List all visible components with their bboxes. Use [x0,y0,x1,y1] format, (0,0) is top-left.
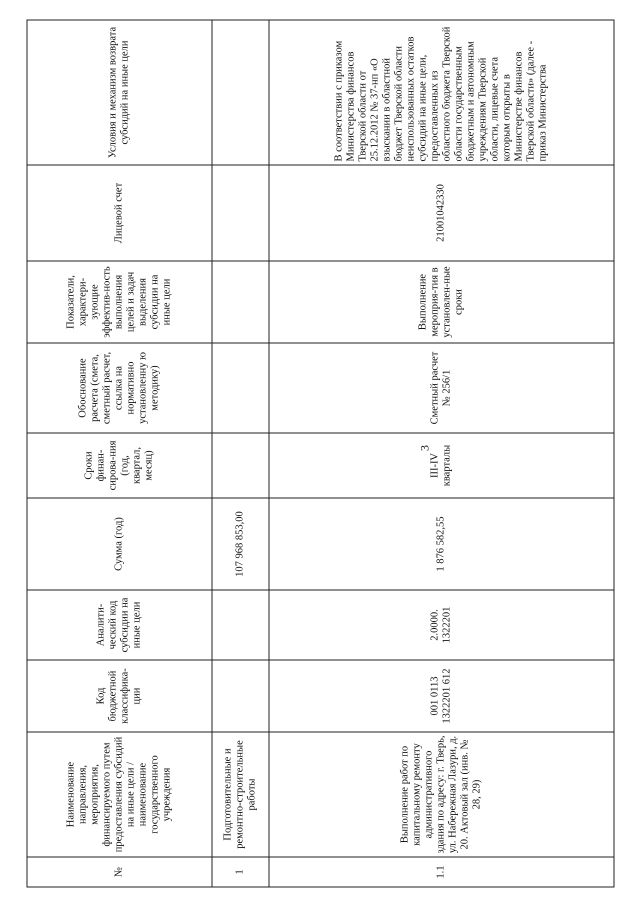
cell-basis: Сметный расчет № 256/1 [269,343,614,433]
header-code: Код бюджетной классифика-ции [27,660,212,732]
header-terms: Сроки финан-сирова-ния (год, квартал, месяц) [27,433,212,498]
table-row [269,20,614,887]
cell-num: 1.1 [269,857,614,887]
cell-terms: III-IV кварталы [269,433,614,498]
cell-indicators [212,261,269,343]
cell-analytic [212,590,269,660]
header-conditions: Условия и механизм возврата субсидий на иные цели [27,20,212,165]
cell-terms [212,433,269,498]
cell-conditions [212,20,269,165]
cell-sum: 107 968 853,00 [212,498,269,590]
cell-basis [212,343,269,433]
cell-sum: 1 876 582,55 [269,498,614,590]
cell-code [212,660,269,732]
header-indicators: Показатели, характери-зующие эффектив-ность выполнения целей и задач выделения субсидии на иные цели [27,261,212,343]
header-analytic: Аналити-ческий код субсидии на иные цели [27,590,212,660]
header-name: Наименование направления, мероприятия, финансируемого путем предоставления субсидий на иные цели / наименование государственного учреждения [27,732,212,857]
table-row [212,20,269,887]
cell-account: 21001042330 [269,165,614,261]
cell-account [212,165,269,261]
cell-conditions: В соответствии с приказом Министерства финансов Тверской области от 25.12.2012 № 37-нп «О взыскании в областной бюджет Тверской области неиспользованных остатков субсидий на иные цели, предоставленных из областного бюджета Тверской области государственным бюджетным и автономным учреждениям Тверской области, лицевые счета которым открыты в Министерстве финансов Тверской области» (далее - приказ Министерства [269,20,614,165]
header-sum: Сумма (год) [27,498,212,590]
header-account: Лицевой счет [27,165,212,261]
cell-indicators: Выполнение мероприя-тия в установлен-ные сроки [269,261,614,343]
cell-analytic: 2.0000. 1322201 [269,590,614,660]
header-basis: Обоснование расчета (смета, сметный расчет, ссылка на нормативно установленну ю методику) [27,343,212,433]
cell-code: 001 0113 1322201 612 [269,660,614,732]
page-number: 3 [417,445,432,451]
rotated-table-area [26,0,614,905]
table-header-row [27,20,212,887]
cell-num: 1 [212,857,269,887]
header-num: № [27,857,212,887]
subsidy-table [26,19,614,887]
cell-name: Выполнение работ по капитальному ремонту административного здания по адресу: г. Тверь, ул. Набережная Лазури, д. 20. Актовый зал (инв. № 28, 29) [269,732,614,857]
cell-name: Подготовительные и ремонтно-строительные работы [212,732,269,857]
